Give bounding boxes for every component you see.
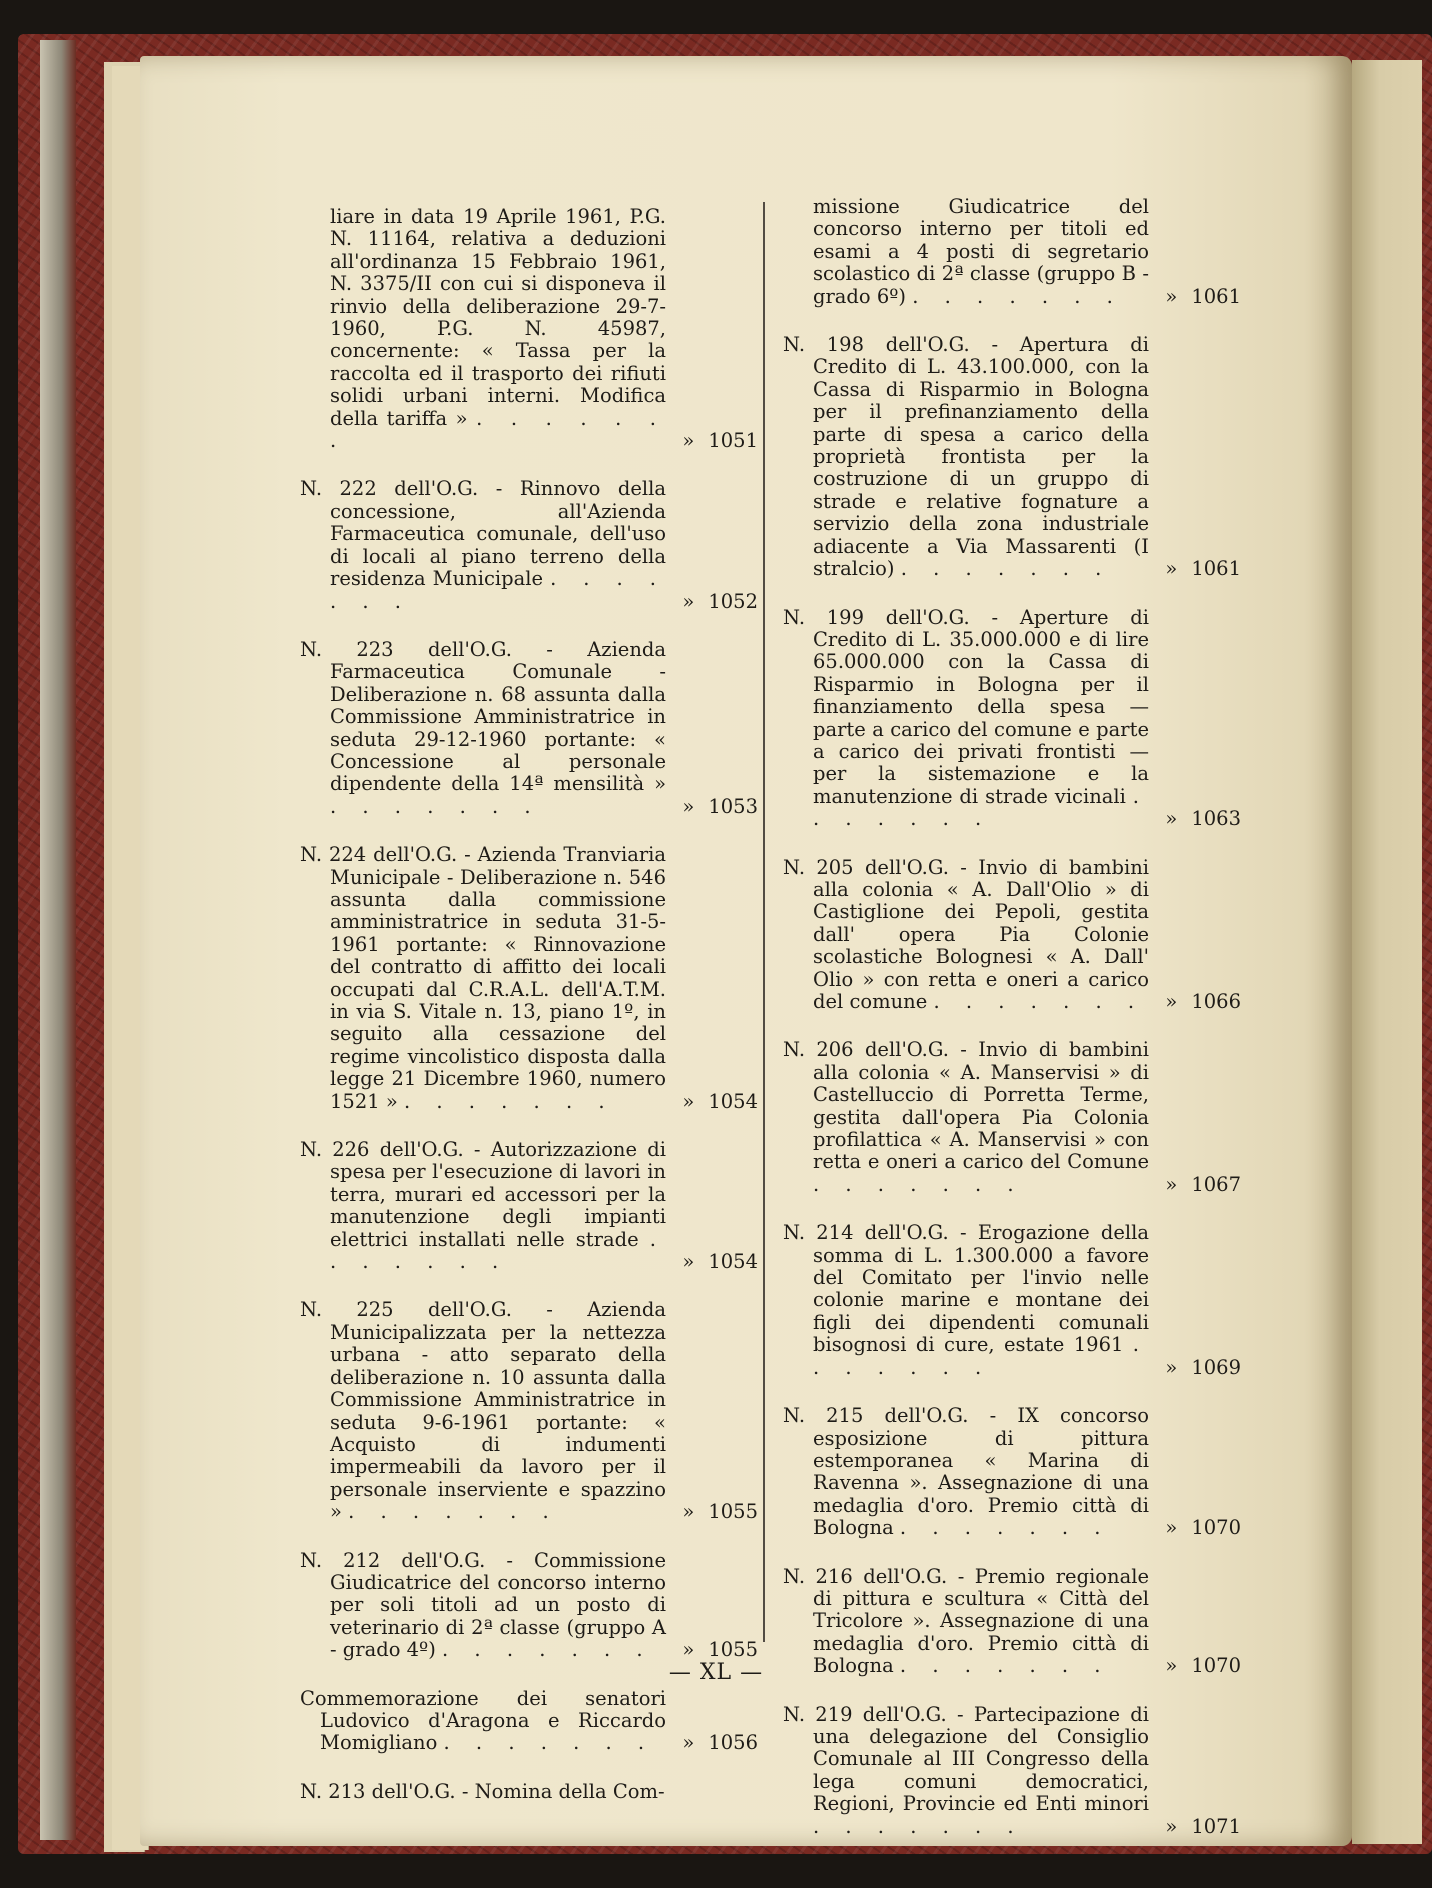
entry-title: dell'O.G. - Rinnovo della concessione, all'Azienda Farmaceutica comunale, dell'uso di locali al piano terreno della residenza Municipale [330,477,667,591]
ref-marker: » [1165,557,1178,581]
entry-number: N. 212 [300,1548,381,1572]
entry-title: dell'O.G. - Azienda Tranviaria Municipale - Deliberazione n. 546 assunta dalla commissione amministratrice in seduta 31-5-1961 portante: « Rinnovazione del contratto di affitto dei locali occupati dal C.R.A.L. dell'A.T.M. in via S. Vitale n. 13, piano 1º, in seguito alla cessazione del regime vincolistico disposta dalla legge 21 Dicembre 1960, numero 1521 » [330,843,666,1113]
index-entry [300,844,758,1113]
page-reference [668,591,758,613]
entry-text [300,1781,758,1803]
ref-marker: » [682,1089,695,1113]
entry-number: N. 223 [300,637,394,661]
page-reference [1151,558,1241,580]
page-reference [1151,808,1241,830]
entry-number: N. 199 [783,605,864,629]
entry-text [300,639,758,818]
entry-title: missione Giudicatrice del concorso interno per titoli ed esami a 4 posti di segretario scolastico di 2ª classe (gruppo B - grado 6º) [813,195,1149,308]
page-ref-number: 1053 [708,794,758,818]
page-reference [1151,286,1241,308]
entry-title: liare in data 19 Aprile 1961, P.G. N. 11164, relativa a deduzioni all'ordinanza 15 Febbraio 1961, N. 3375/II con cui si disponeva il rinvio della deliberazione 29-7-1960, P.G. N. 45987, concernente: « Tassa per la raccolta ed il trasporto dei rifiuti solidi urbani interni. Modifica della tariffa » [330,205,666,430]
dot-leader: . . . . . . . [933,990,1145,1013]
index-entry [300,206,758,452]
page-reference [668,1091,758,1113]
page-reference [1151,991,1241,1013]
entry-number: N. 215 [783,1404,864,1428]
page-ref-number: 1066 [1191,990,1241,1013]
ref-marker: » [682,794,695,818]
page-reference [668,1251,758,1273]
entry-number: N. 213 [300,1779,366,1803]
page-reference [1151,1357,1241,1379]
index-entry [783,334,1241,580]
index-entry [300,1139,758,1273]
entry-number: N. 206 [783,1038,854,1062]
page-ref-number: 1071 [1191,1814,1241,1838]
dot-leader: . . . . . . . [912,284,1123,308]
page-reference [668,1501,758,1523]
entry-title: dell'O.G. - Erogazione della somma di L. 1.300.000 a favore del Comitato per l'invio nelle colonie marine e montane dei figli dei dipendenti comunali bisognosi di cure, estate 1961 [813,1221,1149,1357]
entry-text [783,607,1241,831]
entry-title: Commemorazione dei senatori Ludovico d'Aragona e Riccardo Momigliano [300,1686,666,1755]
page-ref-number: 1069 [1191,1355,1241,1379]
entry-title: dell'O.G. - Nomina della Com- [371,1779,665,1803]
ref-marker: » [682,1500,695,1524]
entry-number: N. 205 [783,855,854,879]
ref-marker: » [1165,284,1178,308]
dot-leader: . . . . . . . [330,1227,666,1274]
page-reference [668,796,758,818]
entry-text [300,206,758,452]
index-entry [300,1550,758,1662]
dot-leader: . . . . . . . [900,557,1112,581]
ref-marker: » [1165,1355,1178,1379]
ref-marker: » [1165,1516,1178,1540]
dot-leader: . . . . . . . [442,1638,653,1662]
entry-title: dell'O.G. - Partecipazione di una delegazione del Consiglio Comunale al III Congresso della lega comuni democratici, Regioni, Provincie ed Enti minori [813,1702,1150,1816]
entry-number: N. 198 [783,333,864,357]
ref-marker: » [1165,807,1178,831]
index-entry [783,1222,1241,1379]
entry-number: N. 222 [300,477,377,501]
facing-page-edge [1352,60,1422,1844]
page-reference [1151,1517,1241,1539]
dot-leader: . . . . . . . [348,1500,559,1524]
page-reference [1151,1816,1241,1838]
dot-leader: . . . . . . . [813,784,1149,831]
entry-title: dell'O.G. - Invio di bambini alla colonia « A. Dall'Olio » di Castiglione dei Pepoli, gestita dall' opera Pia Colonie scolastiche Bolognesi « A. Dall' Olio » con retta e oneri a carico del comune [813,855,1150,1013]
entry-text [300,844,758,1113]
page-ref-number: 1051 [708,429,758,453]
index-entry [300,1688,758,1755]
entry-title: dell'O.G. - Azienda Farmaceutica Comunale - Deliberazione n. 68 assunta dalla Commissione Amministratrice in seduta 29-12-1960 portante: « Concessione al personale dipendente della 14ª mensilità » [330,637,667,796]
dot-leader: . . . . . . . [813,1333,1149,1379]
entry-text [783,334,1241,580]
dot-leader: . . . . . . . [899,1654,1111,1678]
page-reference [1151,1174,1241,1196]
ref-marker: » [1165,1172,1178,1196]
page-ref-number: 1070 [1191,1654,1241,1678]
page-ref-number: 1070 [1191,1516,1241,1540]
entry-title: dell'O.G. - Commissione Giudicatrice del concorso interno per soli titoli ad un posto di veterinario di 2ª classe (gruppo A - grado 4º) [330,1548,667,1662]
dot-leader: . . . . . . . [330,406,666,453]
index-entry [783,607,1241,831]
entry-number: N. 225 [300,1298,394,1322]
entry-title: dell'O.G. - Premio regionale di pittura e scultura « Città del Tricolore ». Assegnazione di una medaglia d'oro. Premio città di Bologna [813,1564,1150,1678]
page-reference [668,1732,758,1754]
page-ref-number: 1054 [708,1250,758,1274]
entry-number: N. 216 [783,1564,853,1588]
ref-marker: » [1165,1654,1178,1678]
index-entry [300,639,758,818]
entry-title: dell'O.G. - Autorizzazione di spesa per l'esecuzione di lavori in terra, murari ed accessori per la manutenzione degli impianti elettrici installati nelle strade [330,1138,666,1251]
entry-title: dell'O.G. - Apertura di Credito di L. 43.100.000, con la Cassa di Risparmio in Bologna per il prefinanziamento della parte di spesa a carico della proprietà frontista per la costruzione di un gruppo di strade e relative fognature a servizio della zona industriale adiacente a Via Massarenti (I stralcio) [813,333,1150,581]
page-ref-number: 1067 [1191,1172,1241,1196]
index-entry [783,1704,1241,1838]
page-ref-number: 1056 [708,1731,758,1755]
dot-leader: . . . . . . . [443,1731,655,1755]
index-entry [783,1405,1241,1539]
page-reference [668,430,758,452]
dot-leader: . . . . . . . [403,1089,615,1113]
page-reference [668,1639,758,1661]
index-entry [300,478,758,612]
page-ref-number: 1054 [708,1089,758,1113]
entry-title: dell'O.G. - IX concorso esposizione di pittura estemporanea « Marina di Ravenna ». Assegnazione di una medaglia d'oro. Premio città di Bologna [813,1404,1150,1540]
ref-marker: » [1165,1814,1178,1838]
entry-title: dell'O.G. - Aperture di Credito di L. 35.000.000 e di lire 65.000.000 con la Cassa di Risparmio in Bologna per il finanziamento della spesa — parte a carico del comune e parte a carico dei privati frontisti — per la sistemazione e la manutenzione di strade vicinali [813,605,1150,808]
cover-corner [40,40,76,1840]
ref-marker: » [682,1250,695,1274]
entry-title: dell'O.G. - Invio di bambini alla colonia « A. Manservisi » di Castelluccio di Porretta Terme, gestita dall'opera Pia Colonia profilattica « A. Manservisi » con retta e oneri a carico del Comune [813,1038,1150,1174]
page-ref-number: 1061 [1191,557,1241,581]
ref-marker: » [682,1638,695,1662]
left-column [300,206,758,1829]
page-ref-number: 1061 [1191,284,1241,308]
entry-text [300,1299,758,1523]
page-ref-number: 1055 [708,1500,758,1524]
right-column [783,196,1241,1864]
index-entry [300,1781,758,1803]
page-ref-number: 1055 [708,1638,758,1662]
ref-marker: » [1165,990,1178,1013]
page-ref-number: 1052 [708,589,758,613]
dot-leader: . . . . . . . [330,567,667,613]
entry-number: N. 219 [783,1702,853,1726]
page-ref-number: 1063 [1191,807,1241,831]
entry-number: N. 214 [783,1221,854,1245]
index-entry [783,857,1241,1014]
dot-leader: . . . . . . . [813,1172,1024,1196]
entry-title: dell'O.G. - Azienda Municipalizzata per la nettezza urbana - atto separato della deliberazione n. 10 assunta dalla Commissione Amministratrice in seduta 9-6-1961 portante: « Acquisto di indumenti impermeabili da lavoro per il personale inserviente e spazzino » [330,1298,667,1524]
entry-number: N. 226 [300,1138,370,1162]
entry-number: N. 224 [300,843,367,867]
ref-marker: » [682,589,695,613]
index-entry [300,1299,758,1523]
ref-marker: » [682,1731,695,1755]
page-number: — XL — [668,1660,764,1685]
dot-leader: . . . . . . . [330,794,541,818]
dot-leader: . . . . . . . [899,1516,1111,1540]
index-entry [783,1039,1241,1196]
column-divider [763,202,765,1642]
dot-leader: . . . . . . . [813,1814,1024,1838]
index-entry [783,196,1241,308]
ref-marker: » [682,429,695,453]
